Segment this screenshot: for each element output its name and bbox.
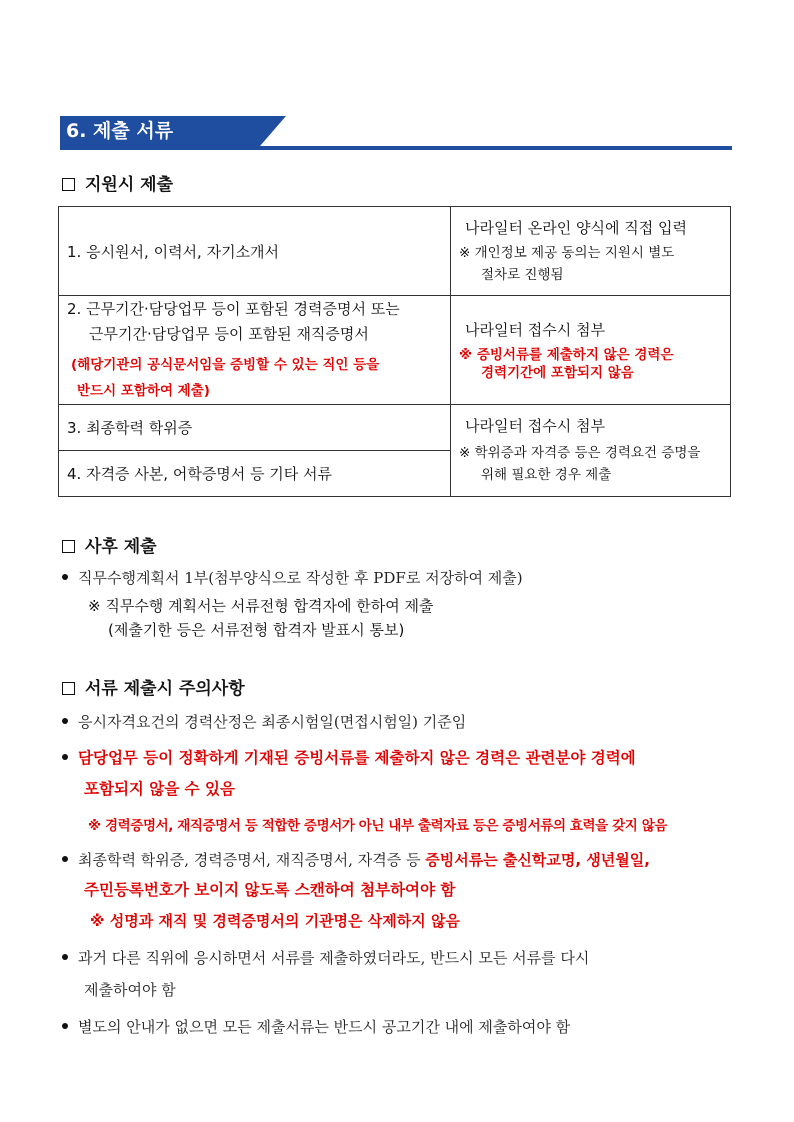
caution-bullet-5	[62, 1017, 570, 1037]
checkbox-square-icon	[62, 178, 75, 191]
caution-bullet-4	[62, 948, 589, 968]
caution-bullet-2	[62, 748, 636, 768]
later-bullet-text: 직무수행계획서 1부(첨부양식으로 작성한 후 PDF로 저장하여 제출)	[78, 569, 523, 587]
bullet-icon	[62, 856, 68, 862]
later-bullet	[62, 568, 523, 588]
bullet-icon	[62, 754, 68, 760]
caution-bullet-1	[62, 712, 466, 732]
row1-item	[59, 207, 451, 296]
section-header	[60, 116, 732, 150]
row3-note-line1: ※ 학위증과 자격증 등은 경력요건 증명을	[459, 445, 701, 461]
row2-item-red-line2: 반드시 포함하여 제출)	[77, 383, 210, 399]
row2-method-text: 나라일터 접수시 첨부	[465, 320, 605, 339]
caution-3-line2: 주민등록번호가 보이지 않도록 스캔하여 첨부하여야 함	[84, 881, 456, 899]
row4-item	[59, 451, 451, 497]
subhead-apply-text: 지원시 제출	[85, 175, 174, 195]
later-note-line2: (제출기한 등은 서류전형 합격자 발표시 통보)	[108, 621, 405, 639]
subhead-later	[62, 532, 157, 557]
bullet-icon	[62, 954, 68, 960]
section-tab-tail	[260, 116, 286, 146]
documents-table	[58, 206, 731, 497]
bullet-icon	[62, 1023, 68, 1029]
row1-note-line1: ※ 개인정보 제공 동의는 지원시 별도	[459, 244, 675, 261]
caution-4-line1: 과거 다른 직위에 응시하면서 서류를 제출하였더라도, 반드시 모든 서류를 다시	[78, 949, 590, 967]
row3-method	[451, 405, 731, 497]
bullet-icon	[62, 718, 68, 724]
row3-item	[59, 405, 451, 451]
caution-3-prefix: 최종학력 학위증, 경력증명서, 재직증명서, 자격증 등	[78, 851, 421, 869]
caution-bullet-3	[62, 850, 650, 870]
row2-item-red-line1: (해당기관의 공식문서임을 증빙할 수 있는 직인 등을	[71, 357, 380, 373]
row1-item-text: 1. 응시원서, 이력서, 자기소개서	[67, 242, 280, 261]
caution-1-text: 응시자격요건의 경력산정은 최종시험일(면접시험일) 기준임	[78, 713, 467, 731]
caution-2-line2: 포함되지 않을 수 있음	[84, 780, 235, 798]
row2-note-red-line2: 경력기간에 포함되지 않음	[481, 364, 634, 381]
subhead-cautions-text: 서류 제출시 주의사항	[85, 679, 245, 699]
row3-method-text: 나라일터 접수시 첨부	[465, 417, 605, 435]
row1-note-line2: 절차로 진행됨	[481, 266, 564, 283]
subhead-later-text: 사후 제출	[85, 537, 157, 557]
subhead-apply	[62, 170, 173, 195]
row1-method	[451, 207, 731, 296]
row2-item-line1: 2. 근무기간·담당업무 등이 포함된 경력증명서 또는	[67, 300, 400, 318]
table-row	[59, 296, 731, 405]
caution-3-note: ※ 성명과 재직 및 경력증명서의 기관명은 삭제하지 않음	[90, 912, 460, 930]
row3-note-line2: 위해 필요한 경우 제출	[481, 467, 612, 483]
later-note-line1: ※ 직무수행 계획서는 서류전형 합격자에 한하여 제출	[88, 597, 434, 615]
checkbox-square-icon	[62, 682, 75, 695]
caution-5-text: 별도의 안내가 없으면 모든 제출서류는 반드시 공고기간 내에 제출하여야 함	[78, 1018, 571, 1036]
caution-3-red: 증빙서류는 출신학교명, 생년월일,	[425, 851, 650, 869]
caution-2-line1: 담당업무 등이 정확하게 기재된 증빙서류를 제출하지 않은 경력은 관련분야 경력에	[78, 749, 636, 767]
section-rule	[60, 146, 732, 150]
row4-item-text: 4. 자격증 사본, 어학증명서 등 기타 서류	[67, 465, 333, 483]
subhead-cautions	[62, 674, 245, 699]
row2-item	[59, 296, 451, 405]
caution-2-note: ※ 경력증명서, 재직증명서 등 적합한 증명서가 아닌 내부 출력자료 등은 증빙서류의 효력을 갖지 않음	[88, 818, 667, 834]
row2-item-line2: 근무기간·담당업무 등이 포함된 재직증명서	[89, 325, 369, 343]
caution-4-line2: 제출하여야 함	[84, 981, 176, 999]
bullet-icon	[62, 574, 68, 580]
table-row	[59, 405, 731, 451]
table-row	[59, 207, 731, 296]
row1-method-text: 나라일터 온라인 양식에 직접 입력	[465, 218, 687, 237]
section-title: 6. 제출 서류	[60, 116, 260, 146]
row2-note-red-line1: ※ 증빙서류를 제출하지 않은 경력은	[459, 346, 674, 363]
row3-item-text: 3. 최종학력 학위증	[67, 419, 193, 437]
row2-method	[451, 296, 731, 405]
checkbox-square-icon	[62, 540, 75, 553]
